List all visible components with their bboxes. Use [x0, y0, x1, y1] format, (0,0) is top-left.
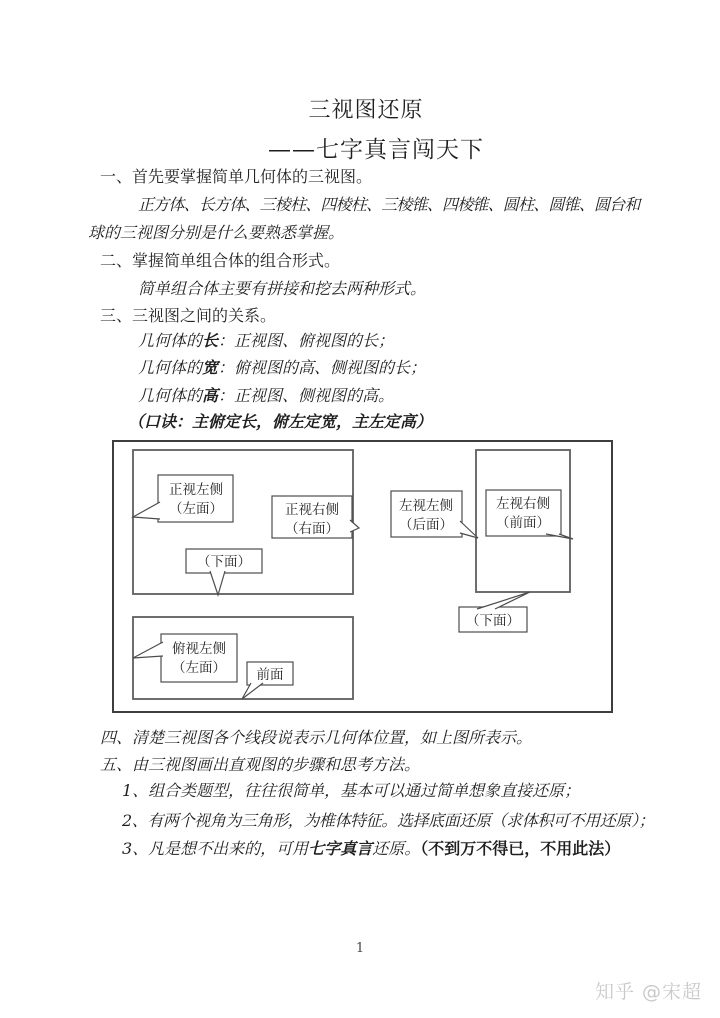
- relation-width-key: 宽: [202, 358, 219, 377]
- mnemonic-line: （口诀：主俯定长，俯左定宽，主左定高）: [128, 412, 433, 431]
- callout-front-bottom-label: （下面）: [197, 554, 251, 570]
- relation-length-rest: ：正视图、俯视图的长；: [218, 331, 395, 350]
- relation-height-line: [138, 386, 394, 406]
- callout-side-bottom-label: （下面）: [466, 613, 520, 629]
- relation-length-pre: 几何体的: [138, 331, 203, 350]
- section1-body-line1: 正方体、长方体、三棱柱、四棱柱、三棱锥、四棱锥、圆柱、圆锥、圆台和: [138, 195, 640, 214]
- relation-height-key: 高: [202, 386, 219, 405]
- callout-front-right-label-line2: （右面）: [285, 521, 339, 537]
- page-number: 1: [355, 941, 365, 956]
- relation-height-rest: ：正视图、侧视图的高。: [218, 386, 395, 405]
- page-title: 三视图还原: [308, 98, 424, 123]
- section5-item3-pre: 3、凡是想不出来的，可用: [122, 839, 309, 858]
- relation-width-pre: 几何体的: [138, 358, 203, 377]
- relation-length-line: [138, 331, 394, 351]
- three-view-diagram-svg: [112, 440, 613, 713]
- section5-item2: 2、有两个视角为三角形，为椎体特征。选择底面还原（求体积可不用还原）；: [122, 811, 655, 830]
- callout-front-left-label-line1: 正视左侧: [169, 482, 223, 498]
- callout-top-left-label-line2: （左面）: [172, 660, 226, 676]
- section5-heading: 五、由三视图画出直观图的步骤和思考方法。: [100, 755, 421, 774]
- section1-body-line2: 球的三视图分别是什么要熟悉掌握。: [88, 223, 345, 242]
- callout-front-bottom-tail-fill: [210, 571, 225, 595]
- section1-heading: 一、首先要掌握简单几何体的三视图。: [100, 167, 373, 186]
- callout-side-left-label-line1: 左视左侧: [399, 498, 453, 514]
- relation-height-pre: 几何体的: [138, 386, 203, 405]
- relation-width-line: [138, 358, 426, 378]
- relation-width-rest: ：俯视图的高、侧视图的长；: [218, 358, 427, 377]
- section2-body: 简单组合体主要有拼接和挖去两种形式。: [138, 279, 427, 298]
- relation-length-key: 长: [202, 331, 219, 350]
- page-subtitle: ——七字真言闯天下: [268, 137, 484, 163]
- watermark: 知乎 @宋超: [594, 981, 702, 1003]
- callout-front-right-label-line1: 正视右侧: [285, 502, 339, 518]
- callout-side-right-label-line1: 左视右侧: [496, 496, 550, 512]
- section2-heading: 二、掌握简单组合体的组合形式。: [100, 251, 341, 270]
- section4-heading: 四、清楚三视图各个线段说表示几何体位置，如上图所表示。: [100, 728, 533, 747]
- three-view-diagram: [112, 440, 613, 713]
- section5-item3-em1: 七字真言: [308, 839, 373, 858]
- section5-item3-mid: 还原。: [372, 839, 421, 858]
- section5-item1: 1、组合类题型，往往很简单，基本可以通过简单想象直接还原；: [122, 781, 581, 800]
- section3-heading: 三、三视图之间的关系。: [100, 306, 277, 325]
- callout-front-left-label-line2: （左面）: [169, 501, 223, 517]
- callout-side-right-label-line2: （前面）: [496, 515, 550, 531]
- callout-side-left-label-line2: （后面）: [399, 517, 453, 533]
- callout-top-left-label-line1: 俯视左侧: [172, 641, 226, 657]
- section5-item3: [122, 839, 620, 859]
- section5-item3-em2: （不到万不得已，不用此法）: [420, 839, 621, 858]
- callout-top-front-label: 前面: [256, 667, 284, 683]
